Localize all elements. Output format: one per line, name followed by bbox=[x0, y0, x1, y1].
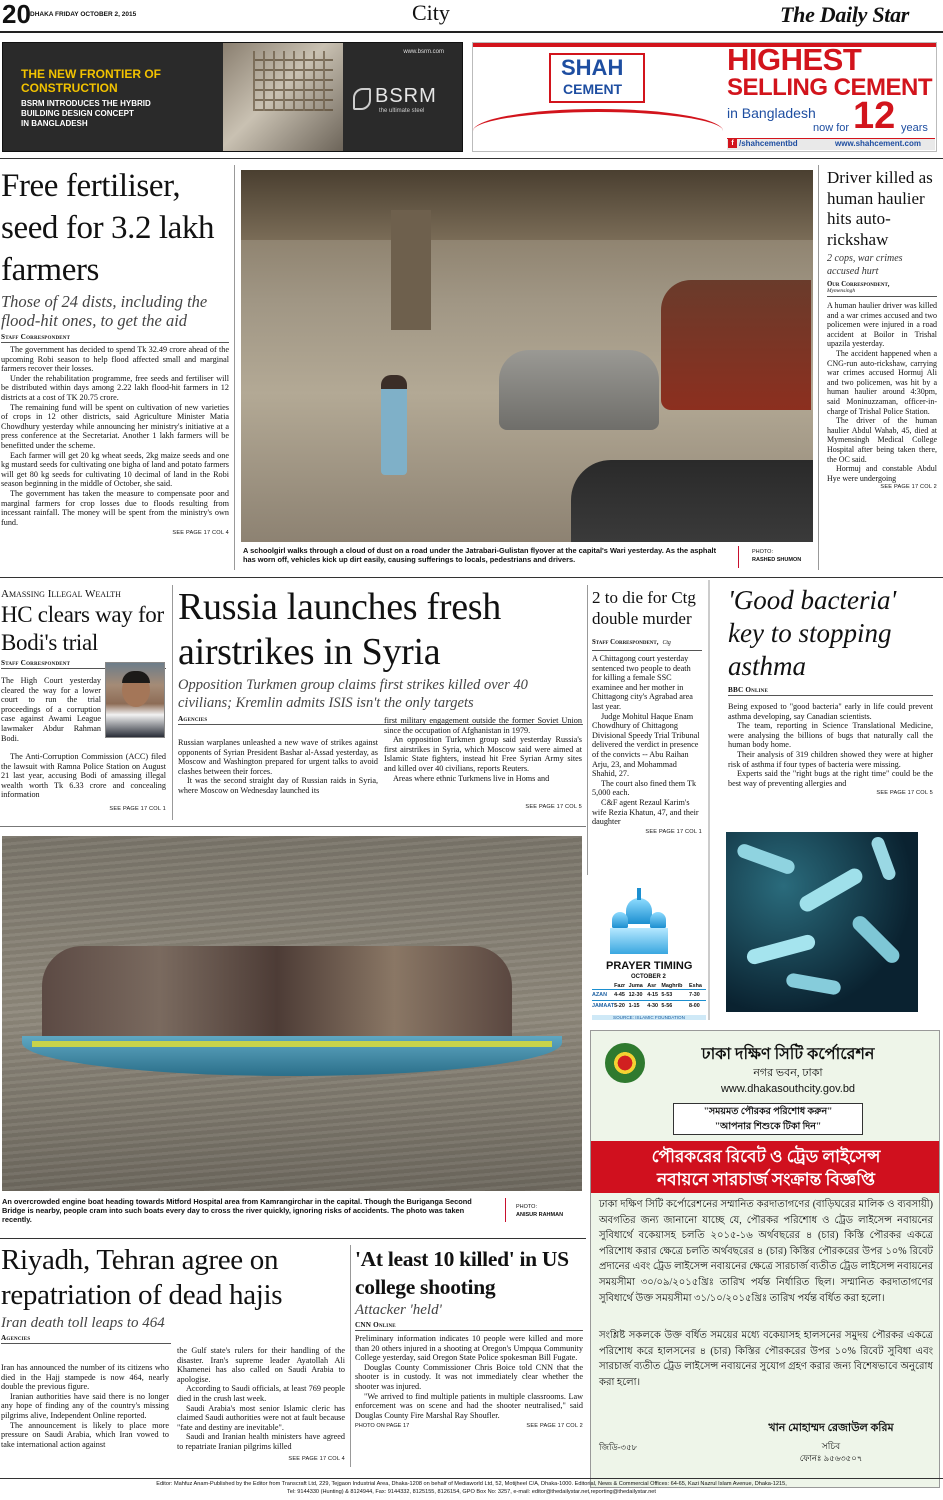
page-number: 20 bbox=[2, 0, 31, 29]
prayer-cell: 4-15 bbox=[647, 992, 658, 998]
mosque-base bbox=[610, 928, 668, 954]
bodi-see-page[interactable]: SEE PAGE 17 COL 1 bbox=[109, 806, 166, 812]
flyover-structure bbox=[241, 170, 813, 240]
ctg-story bbox=[592, 588, 702, 835]
ctg-body: A Chittagong court yesterday sentenced two people to death for killing a female SSC examinee and her mother in Chittagong city's Agrabad area last year. Judge Mohitul Haque Enam Chowdhury of Chittagong Divisional Speedy Trial Tribunal delivered the verdict in presence of the convicts -- Abu Raihan Arju, 23, and Mohammad Shahid, 27. The court also fined them Tk 5,000 each. C&F agent Rezaul Karim's wife Rezia Khatun, 47, and their daughter bbox=[592, 654, 700, 827]
boat-photo-credit-label: PHOTO: bbox=[516, 1204, 537, 1210]
mosque-dome-right bbox=[650, 912, 666, 928]
shah-red-band bbox=[473, 43, 937, 47]
shooting-body: Preliminary information indicates 10 people were killed and more than 20 others injured in a shooting at Oregon's Umpqua Community College yesterday, said Oregon State Police spokesman Bill Fugate. Douglas County Commissioner Chris Boice told CNN that the shooter is in custody. It was not immediately clear whether the shooter was injured. "We arrived to find multiple patients in multiple classrooms. Law enforcement was on scene and had the shooter neutralised," said Douglas County Fire Marshal Ray Shoufler. bbox=[355, 1334, 583, 1420]
shah-cement-ad[interactable] bbox=[472, 42, 937, 152]
bsrm-logo-mark bbox=[353, 88, 371, 110]
bsrm-building-grid bbox=[253, 51, 333, 111]
dscc-title-2: নবায়নে সারচার্জ সংক্রান্ত বিজ্ঞপ্তি bbox=[657, 1170, 875, 1189]
bodi-body-bottom: The Anti-Corruption Commission (ACC) filed the lawsuit with Ramna Police Station on August 21 last year, accusing Bodi of amassing illegal wealth worth Tk 6.33 crore and concealing information bbox=[1, 752, 166, 800]
bsrm-headline-1: THE NEW FRONTIER OF bbox=[21, 67, 161, 81]
ctg-see-page[interactable]: SEE PAGE 17 COL 1 bbox=[645, 828, 702, 835]
autorickshaw-foreground bbox=[571, 460, 813, 542]
driver-see-page[interactable]: SEE PAGE 17 COL 2 bbox=[880, 484, 937, 491]
prayer-cell: JAMAAT bbox=[592, 1003, 615, 1009]
hajis-see-page[interactable]: SEE PAGE 17 COL 4 bbox=[288, 1456, 345, 1462]
dust-photo-caption: A schoolgirl walks through a cloud of dust on a road under the Jatrabari-Gulistan flyover at the capital's Wari yesterday. As the asphalt has worn off, vehicles kick up dirt easily, causing sufferings to locals, pedestrians and drivers. bbox=[243, 546, 717, 564]
prayer-cell: 12-30 bbox=[628, 992, 643, 998]
bodi-body-top: The High Court yesterday cleared the way for a lower court to run the trial proceedings of a corruption case against Awami League lawmaker Abdur Rahman Bodi. bbox=[1, 676, 101, 743]
bacteria-see-page[interactable]: SEE PAGE 17 COL 5 bbox=[876, 790, 933, 797]
schoolgirl-figure bbox=[381, 375, 407, 475]
hajis-story bbox=[1, 1243, 346, 1346]
row-rule-2 bbox=[0, 826, 586, 827]
dscc-emblem bbox=[605, 1043, 645, 1083]
shah-headline-1: HIGHEST bbox=[727, 42, 862, 77]
syria-story bbox=[178, 585, 583, 727]
syria-subhead: Opposition Turkmen group claims first strikes killed over 40 civilians; Kremlin admits ISIS isn't the only targets bbox=[178, 677, 528, 711]
dscc-slogan-2: "আপনার শিশুকে টিকা দিন" bbox=[714, 1122, 822, 1132]
shah-line-1: in Bangladesh bbox=[727, 105, 816, 121]
prayer-header-cell: Asr bbox=[647, 983, 657, 989]
bsrm-sub-1: BSRM INTRODUCES THE HYBRID bbox=[21, 99, 151, 108]
shah-red-arc bbox=[473, 109, 723, 152]
prayer-table bbox=[592, 983, 706, 1011]
bsrm-url: www.bsrm.com bbox=[403, 49, 444, 55]
dscc-para-1: ঢাকা দক্ষিণ সিটি কর্পোরেশনের সম্মানিত করদাতাগণের (বাড়িঘরের মালিক ও ব্যবসায়ী) অবগতির জন্য জানানো যাচ্ছে যে, পৌরকর পরিশোধ ও ট্রেড লাইসেন্স নবায়নের সুবিধার্থে বকেয়াসহ চলতি ২০১৫-১৬ অর্থবছরের ৪ (চার) কিস্তি পৌরকর একত্রে পরিশোধ করার ক্ষেত্রে চলতি অর্থবছরের ৪ (চার) কিস্তির পৌরকরের উপর ১০% রিবেট প্রদানের এবং ট্রেড লাইসেন্স নবায়নের ক্ষেত্রে সারচার্জ ব্যতীত ট্রেড লাইসেন্স নবায়নের সময়সীমা ৩০/০৯/২০১৫খ্রিঃ তারিখ পর্যন্ত নির্ধারিত ছিল। সম্মানিত করদাতাগণের সুবিধার্থে উক্ত সময়সীমা ৩১/১০/২০১৫খ্রিঃ তারিখ পর্যন্ত বর্ধিত করা হলো। bbox=[599, 1199, 933, 1304]
shah-web[interactable]: www.shahcement.com bbox=[835, 139, 921, 148]
driver-body: A human haulier driver was killed and a war crimes accused and two policemen were injured in a road accident at Boilor in Trishal upazila yesterday. The accident happened when a CNG-run auto-rickshaw, carrying war crimes accused Hormuj Ali and two policemen, was hit by a human haulier around 4:30pm, said Moninuzzaman, officer-in-charge of Trishal Police Station. The driver of the human haulier Abdul Wahab, 45, died at Mymensingh Medical College Hospital after being taken there, the OC said. Hormuj and constable Abdul Hye were undergoing bbox=[827, 301, 937, 483]
syria-byline: Agencies bbox=[178, 715, 583, 725]
shah-facebook-icon: f bbox=[728, 139, 737, 148]
prayer-source: SOURCE: ISLAMIC FOUNDATION bbox=[592, 1015, 706, 1020]
bacterium-5 bbox=[785, 972, 842, 995]
bacteria-microscope-image bbox=[726, 832, 918, 1012]
shooting-footer bbox=[355, 1423, 583, 1429]
dscc-org: ঢাকা দক্ষিণ সিটি কর্পোরেশন bbox=[701, 1046, 875, 1063]
ctg-byline-place: Ctg bbox=[662, 640, 671, 646]
col-rule-5 bbox=[350, 1245, 351, 1467]
imprint-line-1: Editor: Mahfuz Anam-Published by the Editor from Transcraft Ltd, 229, Tejgaon Industrial Area, Dhaka-1208 on behalf of Mediaworld Ltd, 52, Motijheel C/A, Dhaka-1000. Editorial, News & Commercial Offices: 64-65, Kazi Nazrul Islam Avenue, Dhaka-1215, bbox=[156, 1481, 787, 1487]
dust-photo-credit: RASHED SHUMON bbox=[752, 557, 802, 563]
crowd-on-boat bbox=[42, 946, 512, 1046]
fertiliser-body: The government has decided to spend Tk 32.49 crore ahead of the upcoming Robi season to help flood affected small and marginal farmers recover their losses. Under the rehabilitation programme, free seeds and fertiliser will be distributed within days among 2.22 lakh flood-hit farmers in 12 districts at a cost of TK 20.75 crore. The remaining fund will be spent on cultivation of new varieties of crops in 12 other districts, said Agriculture Minister Matia Chowdhury yesterday while announcing her ministry's initiative at a press conference at the Secretariat. Another 1 lakh farmers will be benefitted under the scheme. Each farmer will get 20 kg wheat seeds, 2kg maize seeds and one kg mustard seeds for cultivating one bigha of land and potato farmers will get 80 kg seeds for cultivating 10 decimal of land in the Robi season beginning in the middle of October, she said. The government has taken the measure to compensate poor and marginal farmers for crop losses due to floods resulting from incessant rainfall. The money will be spent from the ministry's own fund. bbox=[1, 345, 229, 527]
paper-name-logo: The Daily Star bbox=[780, 2, 910, 27]
mosque-dome-left bbox=[612, 912, 628, 928]
fertiliser-story bbox=[1, 165, 229, 536]
bodi-kicker: Amassing Illegal Wealth bbox=[1, 588, 121, 600]
driver-byline: Our Correspondent, bbox=[827, 281, 890, 288]
prayer-date: OCTOBER 2 bbox=[631, 974, 666, 980]
bacterium-1 bbox=[735, 842, 796, 876]
col-rule-2 bbox=[818, 165, 819, 570]
shah-now-for: now for bbox=[813, 122, 850, 134]
col-rule-3 bbox=[172, 585, 173, 820]
white-car bbox=[499, 350, 659, 430]
ctg-headline: 2 to die for Ctg double murder bbox=[592, 588, 696, 628]
col-rule-1 bbox=[234, 165, 235, 570]
bacterium-2 bbox=[797, 866, 866, 915]
boat-photo bbox=[2, 836, 582, 1191]
bodi-byline: Staff Correspondent bbox=[1, 659, 166, 669]
dscc-signatory: খান মোহাম্মদ রেজাউল করিম bbox=[768, 1422, 894, 1434]
bacterium-6 bbox=[870, 835, 898, 882]
imprint-rule bbox=[0, 1478, 943, 1479]
prayer-cell: 4-30 bbox=[647, 1003, 658, 1009]
prayer-cell: 4-45 bbox=[614, 992, 625, 998]
dscc-address: নগর ভবন, ঢাকা bbox=[753, 1067, 823, 1079]
shooting-headline: 'At least 10 killed' in US college shooting bbox=[355, 1247, 569, 1299]
driver-headline: Driver killed as human haulier hits auto-rickshaw bbox=[827, 168, 933, 249]
dust-photo-credit-label: PHOTO: bbox=[752, 549, 773, 555]
hajis-body-col1: Iran has announced the number of its citizens who died in the Hajj stampede is now 464, nearly double the previous figure. Iranian authorities have said there is no longer any hope of finding any of the country's missing pilgrims alive, Independent Online reported. The announcement is likely to place more pressure on Saudi Arabia, which Iran vowed to take international action against bbox=[1, 1363, 169, 1449]
prayer-header-cell: Esha bbox=[689, 983, 702, 989]
bsrm-ad[interactable] bbox=[2, 42, 463, 152]
dscc-web[interactable]: www.dhakasouthcity.gov.bd bbox=[720, 1083, 856, 1095]
bsrm-sub-3: IN BANGLADESH bbox=[21, 119, 88, 128]
bacterium-4 bbox=[745, 933, 816, 966]
bsrm-headline-2: CONSTRUCTION bbox=[21, 81, 118, 95]
dscc-designation: সচিব bbox=[821, 1441, 841, 1451]
prayer-header-cell: Fazr bbox=[614, 983, 626, 989]
dscc-ad[interactable] bbox=[590, 1030, 940, 1488]
dscc-phone: ফোনঃ ৯৫৬৩৫০৭ bbox=[799, 1453, 863, 1463]
shah-years-number: 12 bbox=[853, 95, 896, 137]
bacteria-headline: 'Good bacteria' key to stopping asthma bbox=[728, 585, 897, 681]
flyover-pillar bbox=[391, 210, 431, 330]
dscc-ref: জিডি-৩৫৮ bbox=[599, 1442, 638, 1452]
prayer-azan-row bbox=[592, 990, 706, 1001]
dscc-slogan-1: "সময়মত পৌরকর পরিশোধ করুন" bbox=[703, 1107, 833, 1117]
bacteria-body: Being exposed to "good bacteria" early in life could prevent asthma developing, say Canadian scientists. The team, reporting in Science Translational Medicine, were analysing the billions of bugs that naturally call the human body home. Their analysis of 319 children showed they were at higher risk of asthma if four types of bacteria were missing. Experts said the "right bugs at the right time" could be the best way of preventing allergies and bbox=[728, 702, 933, 788]
prayer-cell: AZAN bbox=[592, 992, 607, 998]
tanker-truck bbox=[661, 280, 811, 410]
bsrm-sub-2: BUILDING DESIGN CONCEPT bbox=[21, 109, 134, 118]
col-rule-4 bbox=[587, 585, 588, 875]
shah-facebook[interactable]: /shahcementbd bbox=[739, 139, 798, 148]
dust-photo bbox=[241, 170, 813, 542]
driver-byline-place: Mymensingh bbox=[827, 288, 937, 297]
dateline: DHAKA FRIDAY OCTOBER 2, 2015 bbox=[30, 11, 137, 18]
credit-rule bbox=[738, 546, 739, 568]
shah-headline-2: SELLING CEMENT bbox=[727, 74, 933, 101]
prayer-jamaat-row bbox=[592, 1001, 706, 1012]
boat-stripe bbox=[32, 1041, 552, 1047]
prayer-mosque-icon bbox=[610, 888, 668, 958]
syria-headline: Russia launches fresh airstrikes in Syria bbox=[178, 586, 501, 673]
shooting-photo-label: PHOTO ON PAGE 17 bbox=[355, 1423, 410, 1430]
row-rule-3 bbox=[0, 1238, 586, 1239]
shooting-see-page[interactable]: SEE PAGE 17 COL 2 bbox=[526, 1423, 583, 1430]
bodi-story bbox=[1, 588, 166, 671]
shooting-byline: CNN Online bbox=[355, 1321, 583, 1331]
prayer-cell: 7-30 bbox=[689, 992, 700, 998]
syria-body-col2: first military engagement outside the former Soviet Union since the occupation of Afghanistan in 1979. An opposition Turkmen group said yesterday Russia's first airstrikes in Syria, which Moscow said were aimed at Islamic State fighters, instead hit Free Syrian Army sites and killed over 40 civilians, reports Reuters. Areas where ethnic Turkmens live in Homs and bbox=[384, 716, 582, 783]
mosque-minaret bbox=[637, 888, 641, 900]
imprint-line-2: Tel: 9144330 (Hunting) & 8124944, Fax: 9144332, 8125155, 8126154, GPO Box No: 3257, e-mail: editor@thedailystar.net,reporting@thedailystar.net bbox=[287, 1489, 656, 1495]
boat-photo-credit: ANISUR RAHMAN bbox=[516, 1212, 564, 1218]
ads-rule bbox=[0, 158, 943, 159]
bacteria-byline: BBC Online bbox=[728, 686, 933, 696]
boat-photo-caption: An overcrowded engine boat heading towards Mitford Hospital area from Kamrangirchar in the capital. Though the Buriganga Second Bridge is nearby, people cram into such boats every day to cross the river quickly, ignoring risks of accidents. The photo was taken recently. bbox=[2, 1197, 472, 1224]
ctg-byline: Staff Correspondent, bbox=[592, 639, 659, 646]
dscc-title-1: পৌরকরের রিবেট ও ট্রেড লাইসেন্স bbox=[651, 1147, 881, 1166]
bsrm-brand: BSRM bbox=[375, 85, 437, 107]
prayer-header-cell: Juma bbox=[628, 983, 643, 989]
dscc-para-2: সংশ্লিষ্ট সকলকে উক্ত বর্ধিত সময়ের মধ্যে বকেয়াসহ হালসনের সমুদয় পৌরকর একত্রে পরিশোধ করে হালসনের ৪ (চার) কিস্তির পৌরকরের উপর ১০% রিবেট সুবিধা এবং সারচার্জ ব্যতীত ট্রেড লাইসেন্স নবায়নের সুযোগ গ্রহণ করার জন্য বিশেষভাবে অনুরোধ করা হলো। bbox=[599, 1330, 933, 1388]
shah-logo-2: CEMENT bbox=[563, 81, 623, 97]
bacterium-3 bbox=[849, 913, 902, 966]
fertiliser-subhead: Those of 24 dists, including the flood-hit ones, to get the aid bbox=[1, 292, 208, 330]
bodi-portrait bbox=[105, 662, 165, 738]
row-rule-1 bbox=[0, 577, 943, 578]
shooting-story bbox=[355, 1245, 583, 1429]
fertiliser-see-page[interactable]: SEE PAGE 17 COL 4 bbox=[172, 530, 229, 537]
prayer-cell: 8-00 bbox=[689, 1003, 700, 1009]
driver-story bbox=[827, 168, 937, 490]
hajis-headline: Riyadh, Tehran agree on repatriation of dead hajis bbox=[1, 1244, 283, 1311]
shooting-subhead: Attacker 'held' bbox=[355, 1302, 442, 1318]
prayer-cell: 1-15 bbox=[628, 1003, 640, 1009]
prayer-cell: 5-56 bbox=[661, 1003, 673, 1009]
fertiliser-byline: Staff Correspondent bbox=[1, 333, 229, 343]
ctg-byline-row bbox=[592, 631, 702, 651]
prayer-header-cell: Maghrib bbox=[661, 983, 683, 989]
syria-body-col1: Russian warplanes unleashed a new wave of strikes against opponents of Syrian President Bashar al-Assad yesterday, as Moscow and Washington prepared for urgent talks to avoid clashes between their forces. It was the second straight day of Russian raids in Syria, where Moscow on Wednesday launched its bbox=[178, 738, 378, 795]
prayer-cell: 5-53 bbox=[661, 992, 673, 998]
fertiliser-headline: Free fertiliser, seed for 3.2 lakh farmers bbox=[1, 168, 215, 288]
boat-credit-rule bbox=[505, 1198, 506, 1222]
hajis-body-col2: the Gulf state's rulers for their handling of the disaster. Iran's supreme leader Ayatollah Ali Khamenei has also called on Saudi Arabia to apologise. According to Saudi officials, at least 769 people died in the crush last week. Saudi Arabia's most senior Islamic cleric has claimed Saudi authorities were not at fault because "fate and destiny are inevitable". Saudi and Iranian health ministers have agreed to repatriate Iranian pilgrims killed bbox=[177, 1346, 345, 1451]
shah-years: years bbox=[901, 122, 928, 134]
mosque-dome-center bbox=[626, 898, 652, 924]
bodi-hair bbox=[122, 671, 150, 683]
bsrm-tagline: the ultimate steel bbox=[379, 108, 425, 114]
hajis-byline: Agencies bbox=[1, 1334, 171, 1344]
shah-logo-1: SHAH bbox=[561, 55, 624, 80]
driver-subhead: 2 cops, war crimes accused hurt bbox=[827, 253, 903, 277]
prayer-title: PRAYER TIMING bbox=[606, 960, 693, 972]
syria-see-page[interactable]: SEE PAGE 17 COL 5 bbox=[525, 804, 582, 810]
prayer-cell: 5-20 bbox=[614, 1003, 625, 1009]
masthead-rule bbox=[0, 31, 943, 33]
section-title: City bbox=[412, 0, 450, 25]
hajis-subhead: Iran death toll leaps to 464 bbox=[1, 1315, 165, 1331]
bodi-headline: HC clears way for Bodi's trial bbox=[1, 602, 164, 655]
